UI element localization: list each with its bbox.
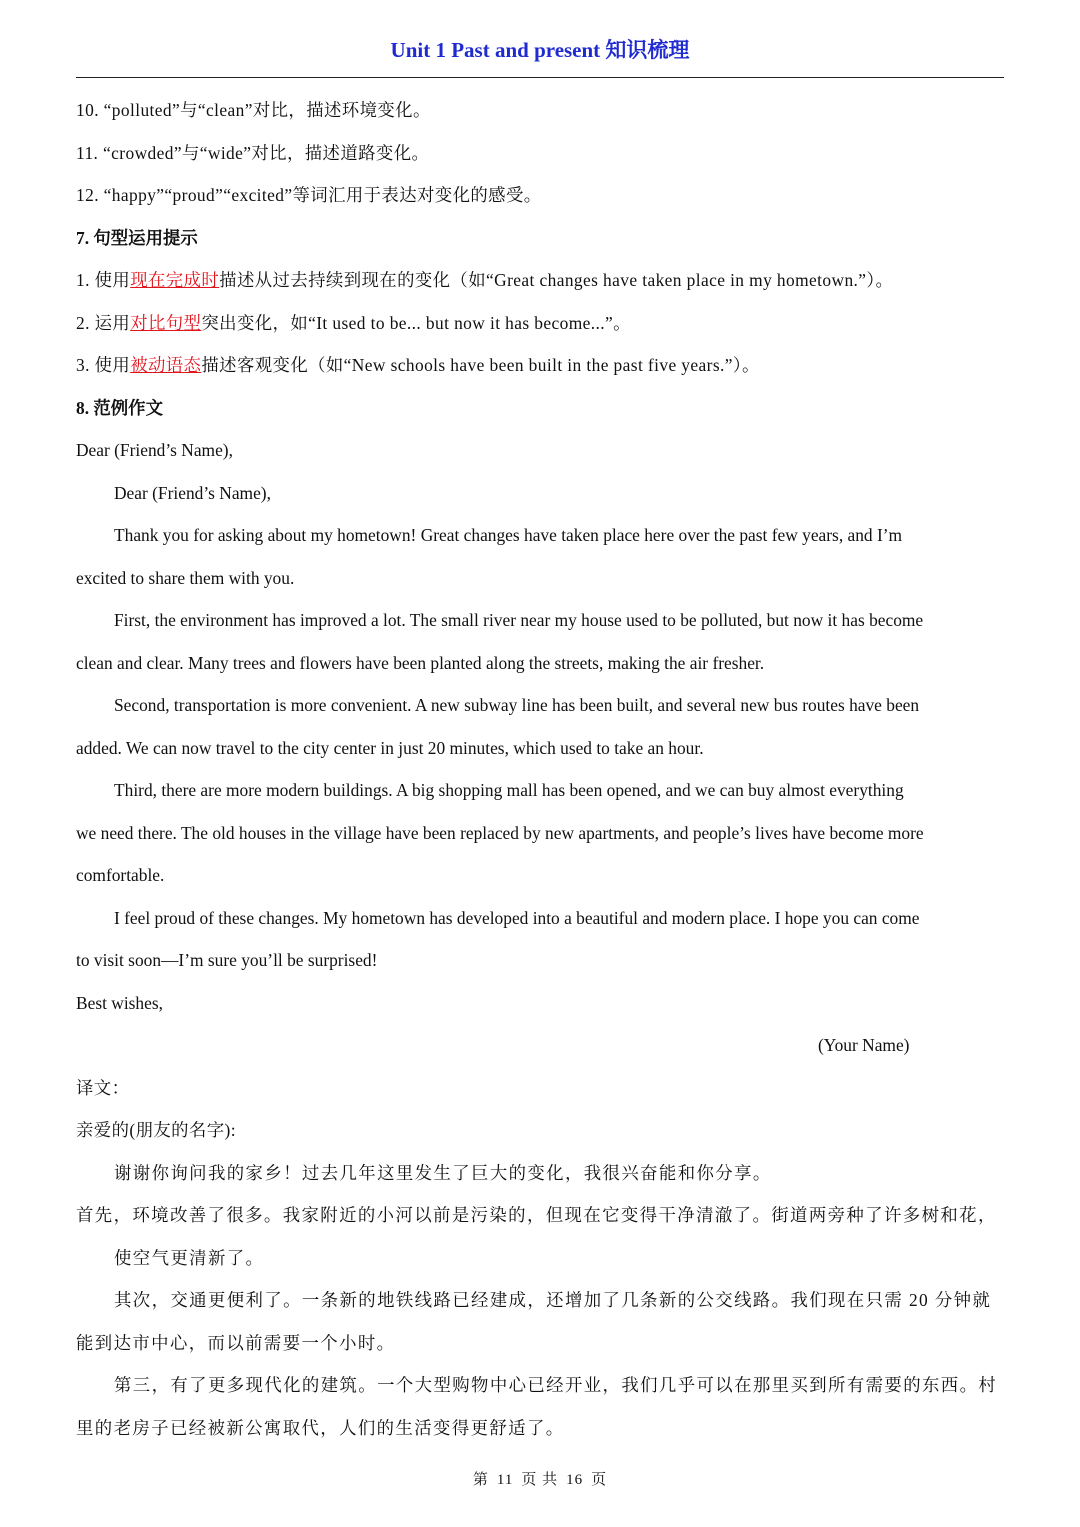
letter-line: we need there. The old houses in the village have been replaced by new apartments, and people’s lives have become more bbox=[76, 822, 924, 843]
sentence-tip-1 bbox=[76, 259, 1011, 302]
footer-prefix: 第 bbox=[472, 1472, 489, 1488]
sentence-tip-text: 描述客观变化（如“New schools have been built in the past five years.”）。 bbox=[201, 355, 760, 375]
letter-line: Second, transportation is more convenient. A new subway line has been built, and several new bus routes have been bbox=[114, 695, 920, 715]
page-header-title: Unit 1 Past and present 知识梳理 bbox=[390, 38, 690, 62]
letter-closing: Best wishes, bbox=[76, 992, 163, 1013]
letter-line: to visit soon—I’m sure you’ll be surprised! bbox=[76, 950, 378, 970]
sentence-tip-3 bbox=[76, 344, 1011, 387]
translation-salutation: 亲爱的(朋友的名字): bbox=[76, 1120, 236, 1140]
translation-line: 第三，有了更多现代化的建筑。一个大型购物中心已经开业，我们几乎可以在那里买到所有需要的东西。村 bbox=[114, 1375, 998, 1395]
translation-label: 译文： bbox=[76, 1077, 130, 1098]
letter-signature: (Your Name) bbox=[818, 1035, 910, 1055]
sentence-tip-prefix: 3. 使用 bbox=[76, 355, 131, 375]
letter-line: Thank you for asking about my hometown! Great changes have taken place here over the past few years, and I’m bbox=[114, 525, 903, 545]
sentence-tip-prefix: 1. 使用 bbox=[76, 270, 131, 290]
letter-line: Third, there are more modern buildings. A big shopping mall has been opened, and we can buy almost everything bbox=[114, 780, 904, 800]
page-number: 11 bbox=[496, 1472, 514, 1488]
translation-line: 其次，交通更便利了。一条新的地铁线路已经建成，还增加了几条新的公交线路。我们现在只需 20 分钟就 bbox=[114, 1290, 992, 1310]
tip-12: 12. “happy”“proud”“excited”等词汇用于表达对变化的感受。 bbox=[76, 185, 542, 205]
footer-suffix: 页 bbox=[591, 1472, 608, 1488]
tip-10: 10. “polluted”与“clean”对比，描述环境变化。 bbox=[76, 100, 431, 120]
letter-salutation-repeat: Dear (Friend’s Name), bbox=[114, 482, 271, 503]
translation-line: 谢谢你询问我的家乡！过去几年这里发生了巨大的变化，我很兴奋能和你分享。 bbox=[114, 1162, 772, 1183]
translation-line: 使空气更清新了。 bbox=[114, 1247, 265, 1268]
page-footer bbox=[0, 1468, 1080, 1489]
letter-line: excited to share them with you. bbox=[76, 567, 295, 588]
translation-line: 能到达市中心，而以前需要一个小时。 bbox=[76, 1332, 396, 1353]
translation-line: 首先，环境改善了很多。我家附近的小河以前是污染的，但现在它变得干净清澈了。街道两旁种了许多树和花， bbox=[76, 1205, 997, 1225]
sentence-tip-text: 突出变化，如“It used to be... but now it has become...”。 bbox=[201, 312, 631, 333]
tip-11: 11. “crowded”与“wide”对比，描述道路变化。 bbox=[76, 142, 430, 163]
sentence-tip-keyword: 对比句型 bbox=[130, 312, 202, 333]
section-8-heading: 8. 范例作文 bbox=[76, 397, 163, 418]
sentence-tip-prefix: 2. 运用 bbox=[76, 312, 131, 333]
sentence-tip-2 bbox=[76, 302, 1011, 345]
letter-line: First, the environment has improved a lot. The small river near my house used to be polluted, but now it has become bbox=[114, 610, 924, 630]
letter-salutation: Dear (Friend’s Name), bbox=[76, 440, 233, 460]
letter-line: clean and clear. Many trees and flowers have been planted along the streets, making the air fresher. bbox=[76, 652, 765, 673]
header-divider bbox=[76, 77, 1004, 78]
letter-line: I feel proud of these changes. My hometown has developed into a beautiful and modern place. I hope you can come bbox=[114, 907, 920, 928]
total-pages: 16 bbox=[566, 1472, 584, 1488]
sentence-tip-keyword: 现在完成时 bbox=[130, 270, 220, 290]
footer-middle: 页 共 bbox=[521, 1472, 559, 1488]
sentence-tip-keyword: 被动语态 bbox=[130, 355, 202, 375]
letter-line: added. We can now travel to the city center in just 20 minutes, which used to take an hour. bbox=[76, 737, 704, 758]
sentence-tip-text: 描述从过去持续到现在的变化（如“Great changes have taken place in my hometown.”）。 bbox=[219, 270, 894, 290]
translation-line: 里的老房子已经被新公寓取代，人们的生活变得更舒适了。 bbox=[76, 1417, 565, 1438]
document-body bbox=[76, 89, 1011, 1449]
letter-line: comfortable. bbox=[76, 865, 165, 885]
section-7-heading: 7. 句型运用提示 bbox=[76, 227, 198, 248]
